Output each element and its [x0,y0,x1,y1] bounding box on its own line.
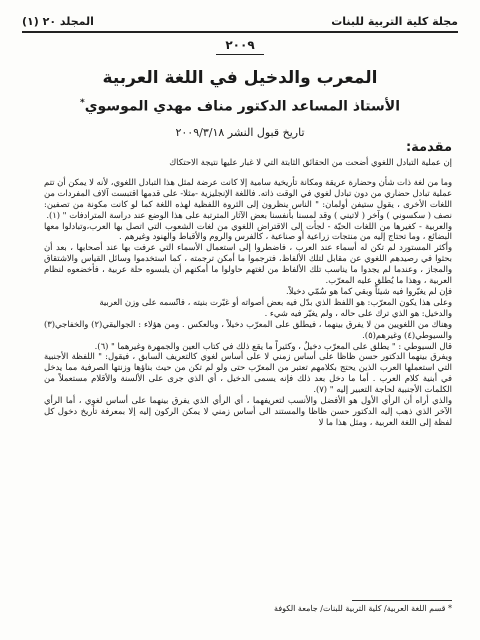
journal-name: مجلة كلية التربية للبنات [331,14,458,28]
author-name: الأستاذ المساعد الدكتور مناف مهدي الموسوي [84,98,400,115]
body-paragraph: والعربية - كغيرها من اللغات الحيّة - لجأت إلى الاقتراض اللغوي من لغات الشعوب التي اتصل بها العرب،وتبادلوا معها البضائع ، وما تحتاج إليه من منتجات زراعية أو صناعية ، كالفرس والروم والأقباط والهنود وغيرهم . [44,220,452,242]
body-paragraph: وعلى هذا يكون المعرّب: هو اللفظ الذي بدّل فيه بعض أصواته أو غيّرت بنيته ، فاتّسمه على وزن العربية [99,296,452,307]
body-paragraph: قال السيوطي : " يطلق على المعرّب دخيلٌ ، وكثيراً ما يقع ذلك في كتاب العين والجمهرة وغيرهما " (٦). [94,340,452,351]
article-body [44,157,452,428]
header-rule [22,31,458,33]
publication-year: ٢٠٠٩ [225,38,255,52]
body-paragraph: وما من لغة ذات شأن وحضارة عريقة ومكانة تأريخية سامية إلا كانت عرضة لمثل هذا التبادل اللغوي، لأنه لا يمكن أن تتم عملية تبادل حضاري من دون تبادل لغوي في الوقت ذاته. فاللغة الإنجليزية -مثلا- على قدمها اقتبست آلاف المفردات من اللغات الأخرى ، يقول ستيفن أولمان: " الناس ينظرون إلى الثروة اللفظية لهذه اللغة كما لو كانت مكونة من تصفين: نصف ( سكسوني ) وآخر ( لاتيني ) وقد لمسنا بأنفسنا بعض الآثار المترتبة على هذا الوضع عند دراسة المترادفات " (١). [44,176,452,220]
footnote: * قسم اللغة العربية/ كلية التربية للبنات/ جامعة الكوفة [274,604,452,613]
body-paragraph: وأكثر المستورد لم تكن له أسماء عند العرب ، فاضطروا إلى استعمال الأسماء التي عرفت بها عند أصحابها ، بعد أن بحثوا في رصيدهم اللغوي عن مقابل لتلك الألفاظ، فترجموا ما أمكن ترجمته ، كما استخدموا وسائل القياس والاشتقاق والمجاز ، وعندما لم يجدوا ما يناسب تلك الألفاظ من لغتهم حاولوا ما أمكنهم أن يلبسوه حلة عربية ، فأخضعوه لنظام العربية ، وهذا ما يُطلق عليه المعرّب. [44,242,452,286]
author-line [30,98,450,115]
volume-label: المجلد ٢٠ (١) [22,14,94,28]
year-underline [216,54,264,55]
acceptance-date: تاريخ قبول النشر ٢٠٠٩/٣/١٨ [175,126,305,139]
article-title: المعرب والدخيل في اللغة العربية [102,68,378,88]
body-paragraph: والذي أراه أن الرأي الأول هو الأفضل والأنسب لتعريفهما ، أي الرأي الذي يفرق بينهما على أساس لغوي ، أما الرأي الآخر الذي ذهب إليه الدكتور حسن ظاظا والمستند الى أساس زمني لا يمكن الركون إليه إلا بمعرفة تأريخ دخول كل لفظة إلى اللغة العربية ، ومثل هذا ما لا [44,395,452,427]
body-paragraph: والدخيل: هو الذي ترك على حاله ، ولم يغيّر فيه شيء . [264,307,452,318]
running-header [22,12,458,30]
intro-heading: مقدمة: [405,140,452,155]
body-paragraph: وهناك من اللغويين من لا يفرق بينهما ، فيطلق على المعرّب دخيلاً ، وبالعكس . ومن هؤلاء : الجواليقي(٢) والخفاجي(٣) والسيوطي(٤) وغيرهم(٥). [44,318,452,340]
body-paragraph: فإن لم يغيّروا فيه شيئاً وبقي كما هو سُمّي دخيلاً. [286,285,452,296]
author-footnote-mark: * [80,98,85,108]
footnote-rule [352,600,452,601]
body-paragraph: ويفرق بينهما الدكتور حسن ظاظا على أساس زمني لا على أساس لغوي كالتعريف السابق ، فيقول: " اللفظة الأجنبية التي استعملها العرب الذين يحتج بكلامهم تعتبر من المعرّب حتى ولو لم تكن من حيث بناؤها وزنتها الصرفية مما يدخل في أبنية كلام العرب . أما ما دخل بعد ذلك فإنه يسمى الدخيل ، أي الذي جرى على الألسنة والأقلام مستعملاً من الكلمات الأجنبية لحاجة التعبير إليه " (٧). [44,351,452,395]
body-paragraph: إن عملية التبادل اللغوي أضحت من الحقائق الثابتة التي لا غبار عليها نتيجة الاحتكاك [169,157,452,167]
